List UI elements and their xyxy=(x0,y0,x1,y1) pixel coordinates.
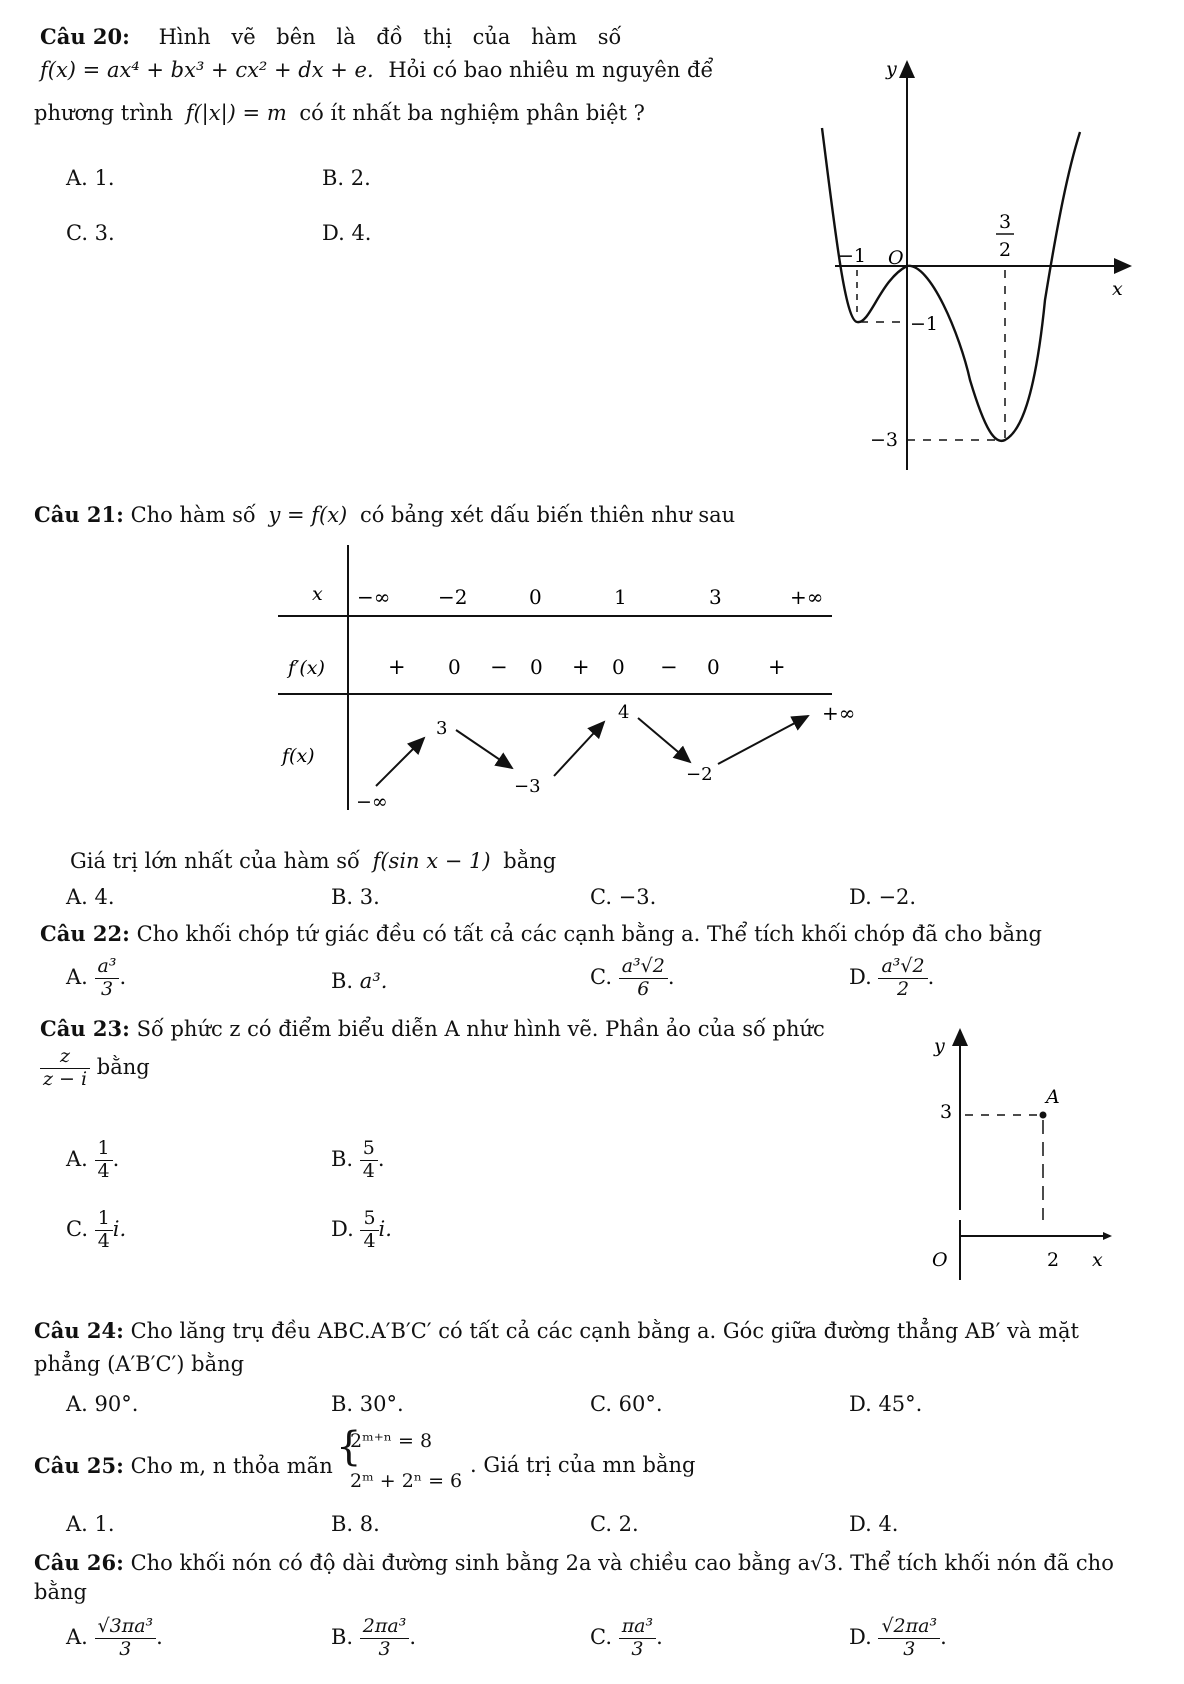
q23-stem xyxy=(40,1016,825,1041)
q20-origin: O xyxy=(888,247,904,269)
q21-f-5: +∞ xyxy=(822,701,856,725)
q20-text1: Hình vẽ bên là đồ thị của hàm số xyxy=(158,25,622,49)
q21-x-3: 1 xyxy=(614,585,627,609)
q26-answer-b[interactable]: B. $\frac{\text{2πa³}}{3}$ . xyxy=(331,1615,417,1660)
q20-answer-a[interactable]: A. 1. xyxy=(66,166,115,190)
q23-x-tick: 2 xyxy=(1047,1249,1060,1271)
q22-text: Cho khối chóp tứ giác đều có tất cả các cạnh bằng a. Thể tích khối chóp đã cho bằng xyxy=(136,922,1042,946)
q22-c-num: a³√2 xyxy=(619,956,668,979)
q22-d-den: 2 xyxy=(896,977,910,1000)
q25-eq1: 2ᵐ⁺ⁿ = 8 xyxy=(350,1430,433,1452)
q23-d-suffix: i. xyxy=(378,1216,392,1241)
q20-text3-end: có ít nhất ba nghiệm phân biệt ? xyxy=(299,101,645,125)
q20-curve xyxy=(822,128,1080,441)
q25-stem xyxy=(34,1453,333,1478)
q21-f-0: −∞ xyxy=(356,791,388,813)
q23-b-suffix: . xyxy=(377,1146,385,1171)
q26-c-den: 3 xyxy=(631,1637,644,1660)
q22-b-letter: B. xyxy=(331,969,354,993)
q21-sign-3: 0 xyxy=(530,655,543,679)
q23-answer-b[interactable] xyxy=(331,1138,385,1183)
q21-sign-2: − xyxy=(490,655,508,679)
q23-answer-d[interactable] xyxy=(331,1208,392,1253)
q21-variation-table xyxy=(260,540,880,820)
q23-b-num: 5 xyxy=(360,1138,378,1161)
q23-c-den: 4 xyxy=(97,1229,110,1252)
q21-prompt-text: Giá trị lớn nhất của hàm số xyxy=(70,849,360,873)
q20-answer-c[interactable]: C. 3. xyxy=(66,221,115,245)
q23-text: Số phức z có điểm biểu diễn A như hình vẽ. Phần ảo của số phức xyxy=(136,1017,825,1041)
q26-d-letter: D. xyxy=(849,1624,872,1649)
q24-line2: phẳng (A′B′C′) bằng xyxy=(34,1352,245,1376)
q22-answer-a[interactable]: A. $\frac{\text{a³}}{3}$ . xyxy=(66,955,127,1000)
q26-answer-a[interactable]: A. $\frac{\text{√3πa³}}{3}$ . xyxy=(66,1615,163,1660)
q21-sign-4: + xyxy=(572,655,590,679)
q25-answer-d[interactable]: D. 4. xyxy=(849,1512,899,1536)
q26-b-letter: B. xyxy=(331,1624,354,1649)
q24-answer-b[interactable]: B. 30°. xyxy=(331,1392,404,1416)
q23-c-letter: C. xyxy=(66,1216,88,1241)
q23-d-den: 4 xyxy=(363,1229,376,1252)
q21-sign-6: − xyxy=(660,655,678,679)
q21-x-4: 3 xyxy=(709,585,722,609)
q25-answer-c[interactable]: C. 2. xyxy=(590,1512,639,1536)
q23-graph xyxy=(925,1020,1125,1220)
q23-b-den: 4 xyxy=(362,1159,375,1182)
q23-c-suffix: i. xyxy=(112,1216,127,1241)
q23-y-label: y xyxy=(934,1035,945,1057)
q25-answer-a[interactable]: A. 1. xyxy=(66,1512,115,1536)
q22-c-den: 6 xyxy=(637,977,650,1000)
q21-f-label: f(x) xyxy=(282,745,315,767)
q21-answer-b[interactable]: B. 3. xyxy=(331,885,380,909)
q21-prompt-end: bằng xyxy=(503,849,557,873)
q21-text-end: có bảng xét dấu biến thiên như sau xyxy=(359,503,736,527)
q20-x-label: x xyxy=(1112,278,1123,300)
q26-c-num: πa³ xyxy=(619,1616,656,1639)
q20-equation: f(|x|) = m xyxy=(185,101,287,125)
q21-x-0: −∞ xyxy=(357,585,391,609)
q20-tick-y-minus1: −1 xyxy=(910,313,939,335)
q23-answer-a[interactable] xyxy=(66,1138,119,1183)
q24-answer-c[interactable]: C. 60°. xyxy=(590,1392,663,1416)
q21-sign-1: 0 xyxy=(448,655,461,679)
q24-answer-a[interactable]: A. 90°. xyxy=(66,1392,139,1416)
q21-f-2: −3 xyxy=(514,776,541,797)
q26-answer-d[interactable]: D. $\frac{\text{√2πa³}}{3}$ . xyxy=(849,1615,947,1660)
q26-d-num: √2πa³ xyxy=(878,1616,940,1639)
q23-c-num: 1 xyxy=(95,1208,113,1231)
q25-brace: { xyxy=(336,1424,362,1470)
q21-intro xyxy=(34,502,735,527)
q23-label: Câu 23: xyxy=(40,1016,130,1041)
q22-a-den: 3 xyxy=(100,977,114,1000)
q24-label: Câu 24: xyxy=(34,1318,124,1343)
q26-label: Câu 26: xyxy=(34,1550,124,1575)
q23-d-num: 5 xyxy=(360,1208,378,1231)
q25-label: Câu 25: xyxy=(34,1453,124,1478)
q21-function: y = f(x) xyxy=(268,503,348,527)
q22-b-expr: a³. xyxy=(359,969,388,993)
q20-y-label: y xyxy=(886,58,897,80)
q21-answer-a[interactable]: A. 4. xyxy=(66,885,115,909)
q20-line3 xyxy=(34,101,645,125)
q23-text-end: bằng xyxy=(96,1054,150,1079)
q24-answer-d[interactable]: D. 45°. xyxy=(849,1392,923,1416)
q25-text: Cho m, n thỏa mãn xyxy=(130,1454,333,1478)
q23-origin: O xyxy=(932,1249,948,1271)
q20-answer-d[interactable]: D. 4. xyxy=(322,221,372,245)
q23-a-den: 4 xyxy=(97,1159,110,1182)
q20-answer-b[interactable]: B. 2. xyxy=(322,166,371,190)
q25-text-end: . Giá trị của mn bằng xyxy=(470,1453,696,1477)
q21-arrow-down-2 xyxy=(638,718,690,762)
q20-tick-3half-den: 2 xyxy=(999,239,1012,261)
q22-answer-d[interactable]: D. $\frac{\text{a³√2}}{2}$ . xyxy=(849,955,935,1000)
q20-tick-3half-num: 3 xyxy=(999,211,1012,233)
q23-frac-den: z − i xyxy=(43,1067,88,1090)
q23-a-letter: A. xyxy=(66,1146,88,1171)
q23-y-tick: 3 xyxy=(940,1101,953,1123)
q24-text1: Cho lăng trụ đều ABC.A′B′C′ có tất cả các cạnh bằng a. Góc giữa đường thẳng AB′ và mặt xyxy=(130,1319,1079,1343)
q26-a-num: √3πa³ xyxy=(95,1616,157,1639)
q21-f-3: 4 xyxy=(618,702,630,723)
q23-point-a xyxy=(1040,1112,1047,1119)
q21-sign-8: + xyxy=(768,655,786,679)
q20-text2: Hỏi có bao nhiêu m nguyên để xyxy=(388,58,714,82)
q21-sign-7: 0 xyxy=(707,655,720,679)
q22-label: Câu 22: xyxy=(40,921,130,946)
q21-sign-0: + xyxy=(388,655,406,679)
q21-answer-c[interactable]: C. −3. xyxy=(590,885,657,909)
q24-line1 xyxy=(34,1318,1079,1343)
q25-answer-b[interactable]: B. 8. xyxy=(331,1512,380,1536)
q22-c-letter: C. xyxy=(590,964,612,989)
q22-stem xyxy=(40,921,1042,946)
q21-x-2: 0 xyxy=(529,585,542,609)
q20-line2 xyxy=(40,58,713,82)
q23-x-label: x xyxy=(1092,1249,1103,1271)
q21-x-5: +∞ xyxy=(790,585,824,609)
q20-graph xyxy=(820,50,1140,475)
q21-x-1: −2 xyxy=(438,585,468,609)
q21-arrow-up-3 xyxy=(718,716,808,764)
q21-arrow-up-1 xyxy=(376,738,424,786)
q20-label: Câu 20: xyxy=(40,24,130,49)
q26-answer-c[interactable]: C. $\frac{\text{πa³}}{3}$ . xyxy=(590,1615,663,1660)
q23-d-letter: D. xyxy=(331,1216,354,1241)
q21-prompt xyxy=(70,849,556,873)
q26-b-den: 3 xyxy=(378,1637,391,1660)
q26-text1: Cho khối nón có độ dài đường sinh bằng 2a và chiều cao bằng a√3. Thể tích khối nón đã cho xyxy=(130,1551,1114,1575)
q21-arrow-up-2 xyxy=(554,722,604,776)
q21-text: Cho hàm số xyxy=(130,503,256,527)
q26-c-letter: C. xyxy=(590,1624,612,1649)
q26-line2: bằng xyxy=(34,1580,87,1604)
q21-label: Câu 21: xyxy=(34,502,124,527)
q23-b-letter: B. xyxy=(331,1146,354,1171)
q23-stem-line2 xyxy=(40,1046,150,1091)
q26-a-den: 3 xyxy=(119,1637,132,1660)
q20-function: f(x) = ax⁴ + bx³ + cx² + dx + e. xyxy=(40,58,374,82)
q21-f-1: 3 xyxy=(436,718,448,739)
q21-fprime-label: f′(x) xyxy=(288,657,325,679)
q23-point-label: A xyxy=(1046,1086,1060,1108)
q22-d-letter: D. xyxy=(849,964,872,989)
q23-a-num: 1 xyxy=(95,1138,113,1161)
q20-tick-x-minus1: −1 xyxy=(838,245,867,267)
q22-a-letter: A. xyxy=(66,964,88,989)
q23-frac-num: z xyxy=(40,1046,90,1069)
q21-prompt-function: f(sin x − 1) xyxy=(372,849,491,873)
q20-text3: phương trình xyxy=(34,101,174,125)
q26-a-letter: A. xyxy=(66,1624,88,1649)
q20-line1 xyxy=(40,24,621,49)
q26-line1 xyxy=(34,1550,1114,1575)
q21-answer-d[interactable]: D. −2. xyxy=(849,885,917,909)
q22-answer-c[interactable]: C. $\frac{\text{a³√2}}{6}$ . xyxy=(590,955,675,1000)
q22-a-num: a³ xyxy=(95,956,120,979)
q23-graph-bottom xyxy=(925,1220,1125,1280)
q22-answer-b[interactable] xyxy=(331,969,387,993)
q23-answer-c[interactable] xyxy=(66,1208,126,1253)
q22-d-num: a³√2 xyxy=(878,956,927,979)
q21-sign-5: 0 xyxy=(612,655,625,679)
q26-d-den: 3 xyxy=(903,1637,916,1660)
q21-f-4: −2 xyxy=(686,764,713,785)
q25-eq2: 2ᵐ + 2ⁿ = 6 xyxy=(350,1470,463,1492)
q26-b-num: 2πa³ xyxy=(360,1616,410,1639)
q21-arrow-down-1 xyxy=(456,730,512,768)
q20-tick-y-minus3: −3 xyxy=(870,429,899,451)
q23-a-suffix: . xyxy=(112,1146,120,1171)
q21-x-label: x xyxy=(312,583,323,605)
